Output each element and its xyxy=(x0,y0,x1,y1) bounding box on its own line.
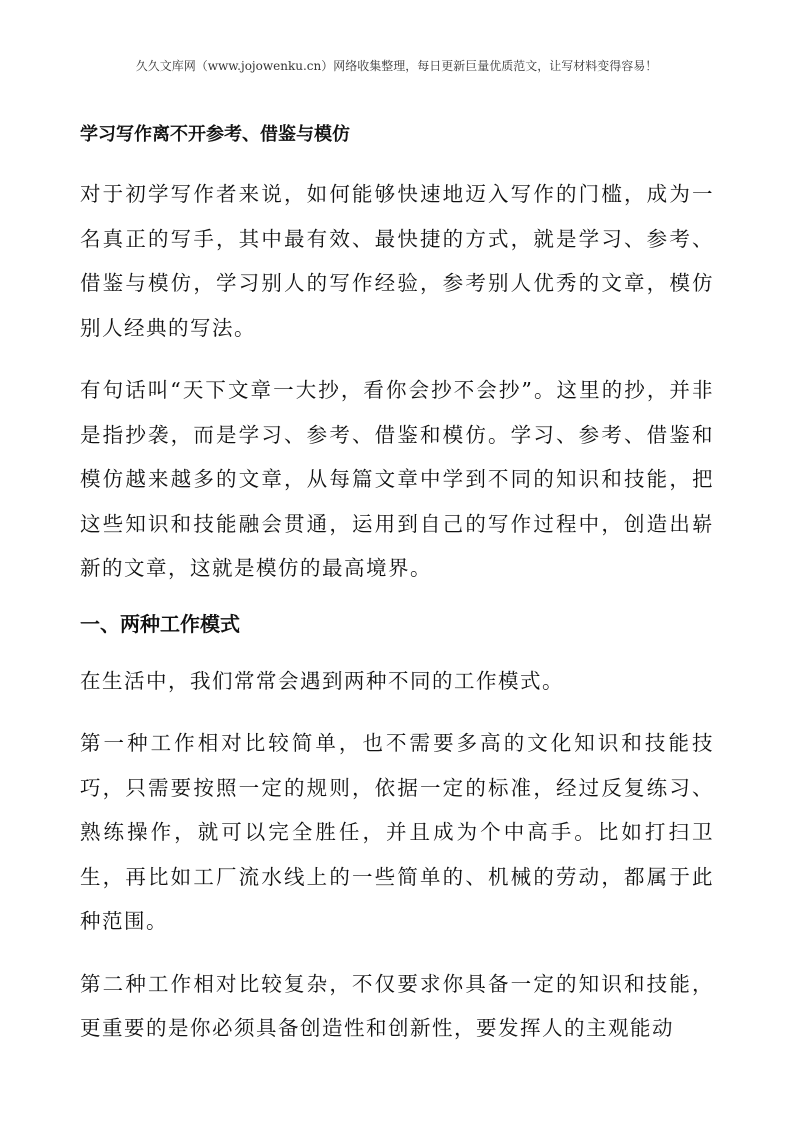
section-paragraph-2: 第一种工作相对比较简单，也不需要多高的文化知识和技能技巧，只需要按照一定的规则，依据一定的标准，经过反复练习、熟练操作，就可以完全胜任，并且成为个中高手。比如打扫卫生，再比如工厂流水线上的一些简单的、机械的劳动，都属于此种范围。 xyxy=(80,731,714,933)
section-paragraph-3: 第二种工作相对比较复杂，不仅要求你具备一定的知识和技能，更重要的是你必须具备创造性和创新性，要发挥人的主观能动 xyxy=(80,971,714,1040)
section-paragraph-1: 在生活中，我们常常会遇到两种不同的工作模式。 xyxy=(80,668,564,693)
document-title: 学习写作离不开参考、借鉴与模仿 xyxy=(80,124,350,145)
intro-paragraph: 对于初学写作者来说，如何能够快速地迈入写作的门槛，成为一名真正的写手，其中最有效、最快捷的方式，就是学习、参考、借鉴与模仿，学习别人的写作经验，参考别人优秀的文章，模仿别人经典的写法。 xyxy=(80,182,714,340)
page-header: 久久文库网（www.jojowenku.cn）网络收集整理，每日更新巨量优质范文，让写材料变得容易！ xyxy=(135,59,658,73)
quote-paragraph: 有句话叫“天下文章一大抄，看你会抄不会抄”。这里的抄，并非是指抄袭，而是学习、参考、借鉴和模仿。学习、参考、借鉴和模仿越来越多的文章，从每篇文章中学到不同的知识和技能，把这些知识和技能融会贯通，运用到自己的写作过程中，创造出崭新的文章，这就是模仿的最高境界。 xyxy=(80,378,714,580)
section-heading: 一、两种工作模式 xyxy=(80,611,240,636)
document-body xyxy=(80,120,714,1051)
